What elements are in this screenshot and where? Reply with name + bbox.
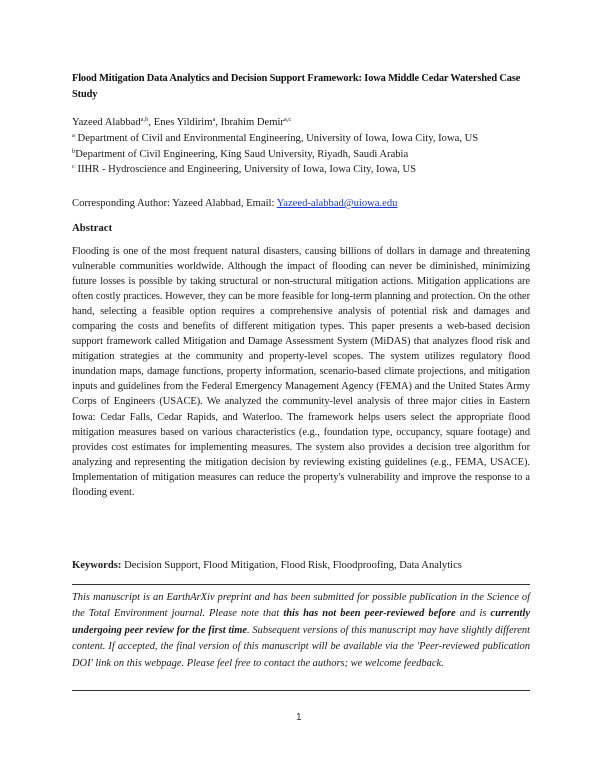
corresponding-author [72,196,397,211]
notice-text: This manuscript is an EarthArXiv preprint and has been submitted for possible publication in the Science of the Total Environment journal. Please note that [72,592,530,620]
affil-text: Department of Civil Engineering, King Saud University, Riyadh, Saudi Arabia [75,149,409,160]
affiliation-b [72,147,552,163]
abstract-body: Flooding is one of the most frequent natural disasters, causing billions of dollars in damage and threatening vulnerable communities worldwide. Although the impact of flooding can never be diminished, minimizing future losses is possible by taking structural or non-structural mitigation actions. Mitigation applications are often costly practices. However, they can be more feasible for long-term planning and protection. On the other hand, selecting a feasible option requires a comprehensive analysis of potential risk and damages and comparing the costs and benefits of different mitigation types. This paper presents a web-based decision support framework called Mitigation and Damage Assessment System (MiDAS) that analyzes flood risk and mitigation strategies at the community and property-level scopes. The system utilizes regulatory flood inundation maps, damage functions, property information, scenario-based climate projections, and mitigation inputs and guidelines from the Federal Emergency Management Agency (FEMA) and the United States Army Corps of Engineers (USACE). We analyzed the community-level analysis of three major cities in Eastern Iowa: Cedar Falls, Cedar Rapids, and Waterloo. The framework helps users select the appropriate flood mitigation measures based on various characteristics (e.g., foundation type, occupancy, square footage) and provides cost estimates for implementing measures. The system also provides a decision tree algorithm for analyzing and representing the mitigation decision by reviewing existing guidelines (e.g., FEMA, USACE). Implementation of mitigation measures can reduce the property's vulnerability and improve the response to a flooding event. [72,246,530,498]
author-affil-mark: a [212,116,216,123]
affil-mark: c [72,163,75,170]
author-affil-mark: a,c [283,116,292,123]
notice-top-divider [72,584,530,585]
author-name: Enes Yildirim [153,117,213,128]
affil-mark: b [72,148,76,155]
preprint-notice [72,590,530,672]
notice-bottom-divider [72,690,530,691]
affil-text: IIHR - Hydroscience and Engineering, University of Iowa, Iowa City, Iowa, US [77,164,417,175]
author-name: Ibrahim Demir [220,117,284,128]
affil-text: Department of Civil and Environmental Engineering, University of Iowa, Iowa City, Iowa, US [77,133,479,144]
author-affil-mark: a,b [140,116,149,123]
affiliation-a [72,131,552,147]
notice-text: . Subsequent versions of this manuscript may have slightly different content. If accepted, the final version of this manuscript will be available via the 'Peer-reviewed publication DOI' link on this webpage. Please feel free to contact the authors; we welcome feedback. [72,624,530,669]
keywords-list: Decision Support, Flood Mitigation, Flood Risk, Floodproofing, Data Analytics [121,560,462,571]
page-number: 1 [296,712,302,723]
author-separator: , [215,117,221,128]
email-link[interactable]: Yazeed-alabbad@uiowa.edu [276,198,398,209]
notice-emphasis: this has not been peer-reviewed before [283,608,456,620]
corresponding-label: Corresponding Author: Yazeed Alabbad, Email: [72,198,277,209]
author-list [72,115,542,131]
notice-text: and is [455,608,491,620]
author-name: Yazeed Alabbad [72,117,141,128]
paper-title: Flood Mitigation Data Analytics and Decision Support Framework: Iowa Middle Cedar Watershed Case Study [72,73,521,100]
abstract-heading: Abstract [72,222,113,234]
keywords [72,558,462,573]
keywords-label: Keywords: [72,560,122,571]
notice-emphasis: currently undergoing peer review for the first time [72,608,530,636]
affiliation-c [72,162,552,178]
affil-mark: a [72,132,75,139]
author-separator: , [148,117,154,128]
